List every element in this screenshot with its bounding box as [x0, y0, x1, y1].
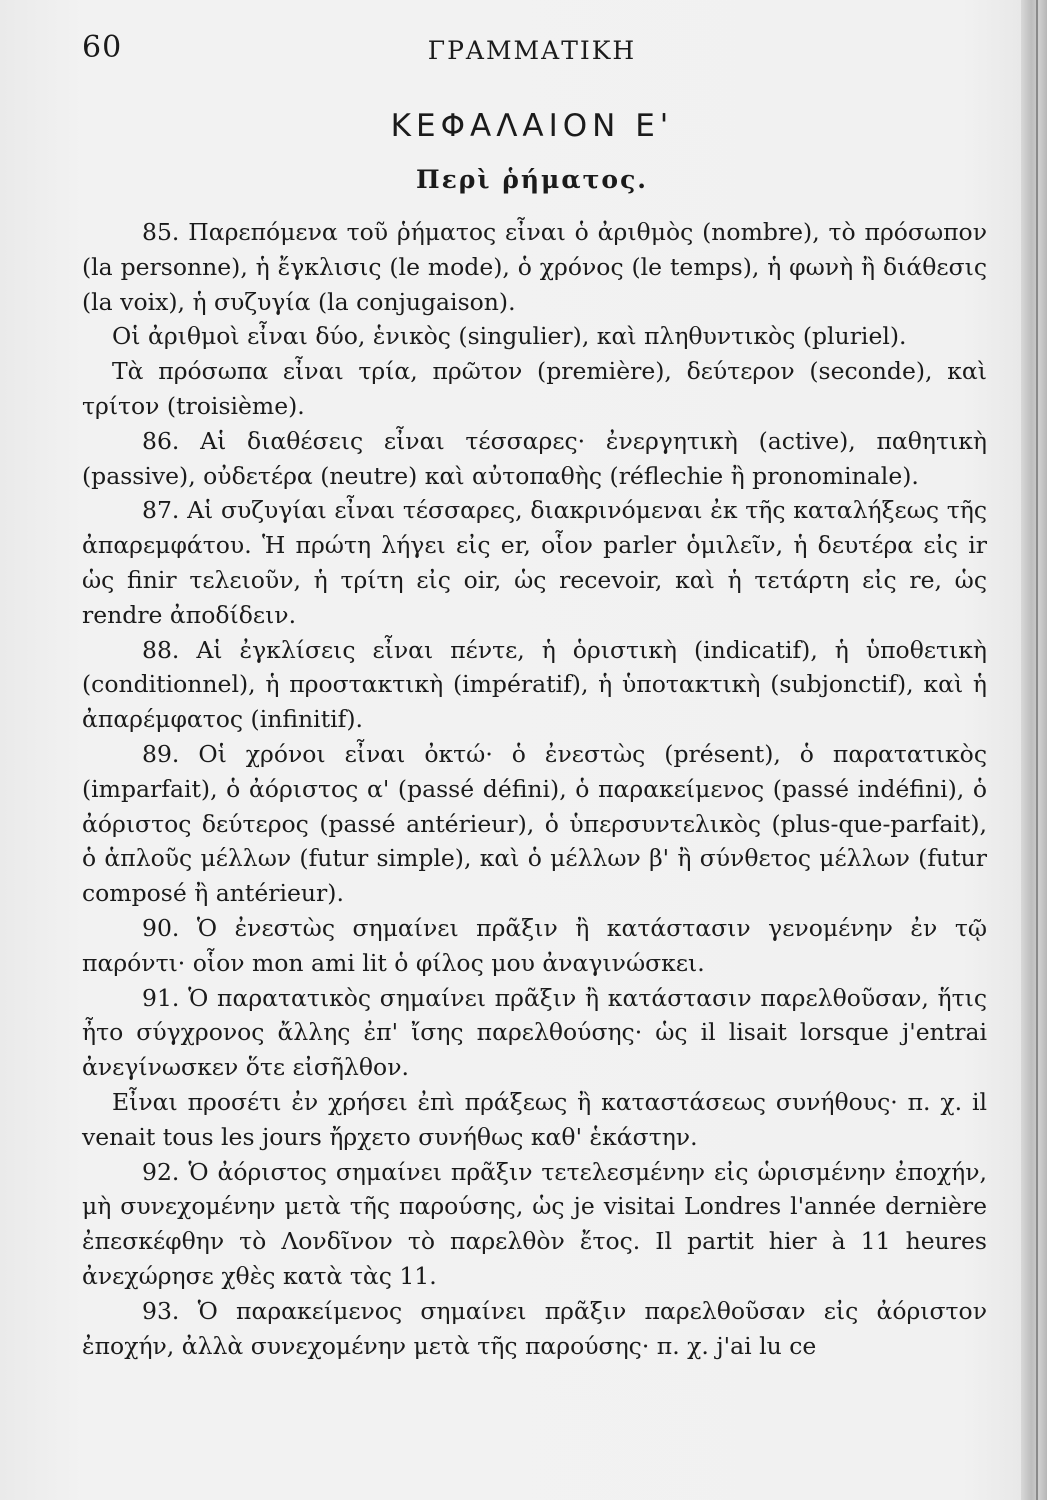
page-number: 60 — [82, 30, 123, 65]
paragraph-90: 90. Ὁ ἐνεστὼς σημαίνει πρᾶξιν ἢ κατάστασιν γενομένην ἐν τῷ παρόντι· οἷον mon ami lit ὁ φίλος μου ἀναγινώσκει. — [82, 913, 987, 977]
paragraph-88: 88. Αἱ ἐγκλίσεις εἶναι πέντε, ἡ ὁριστικὴ (indicatif), ἡ ὑποθετικὴ (conditionnel), ἡ προστακτικὴ (impératif), ἡ ὑποτακτικὴ (subjonctif), καὶ ἡ ἀπαρέμφατος (infinitif). — [82, 635, 987, 734]
page-edge-line — [1036, 0, 1038, 1500]
paragraph-93: 93. Ὁ παρακείμενος σημαίνει πρᾶξιν παρελθοῦσαν εἰς ἀόριστον ἐποχήν, ἀλλὰ συνεχομένην μετὰ τῆς παρούσης· π. χ. j'ai lu ce — [82, 1296, 987, 1360]
paragraph-87: 87. Αἱ συζυγίαι εἶναι τέσσαρες, διακρινόμεναι ἐκ τῆς καταλήξεως τῆς ἀπαρεμφάτου. Ἡ πρώτη λήγει εἰς er, οἷον parler ὁμιλεῖν, ἡ δευτέρα εἰς ir ὡς finir τελειοῦν, ἡ τρίτη εἰς oir, ὡς recevoir, καὶ ἡ τετάρτη εἰς re, ὡς rendre ἀποδίδειν. — [82, 496, 987, 629]
paragraph-92: 92. Ὁ ἀόριστος σημαίνει πρᾶξιν τετελεσμένην εἰς ὡρισμένην ἐποχήν, μὴ συνεχομένην μετὰ τῆς παρούσης, ὡς je visitai Londres l'année dernière ἐπεσκέφθην τὸ Λονδῖνον τὸ παρελθὸν ἔτος. Il partit hier à 11 heures ἀνεχώρησε χθὲς κατὰ τὰς 11. — [82, 1157, 987, 1290]
body-text — [82, 215, 987, 1363]
paragraph-86: 86. Αἱ διαθέσεις εἶναι τέσσαρες· ἐνεργητικὴ (active), παθητικὴ (passive), οὐδετέρα (neutre) καὶ αὐτοπαθὴς (réflechie ἢ pronominale). — [82, 426, 987, 490]
paragraph-91: 91. Ὁ παρατατικὸς σημαίνει πρᾶξιν ἢ κατάστασιν παρελθοῦσαν, ἥτις ἦτο σύγχρονος ἄλλης ἐπ' ἴσης παρελθούσης· ὡς il lisait lorsque j'entrai ἀνεγίνωσκεν ὅτε εἰσῆλθον. — [82, 983, 987, 1082]
paragraph-habitual: Εἶναι προσέτι ἐν χρήσει ἐπὶ πράξεως ἢ καταστάσεως συνήθους· π. χ. il venait tous les jours ἤρχετο συνήθως καθ' ἑκάστην. — [82, 1087, 987, 1151]
paragraph-89: 89. Οἱ χρόνοι εἶναι ὀκτώ· ὁ ἐνεστὼς (présent), ὁ παρατατικὸς (imparfait), ὁ ἀόριστος α' (passé défini), ὁ παρακείμενος (passé indéfini), ὁ ἀόριστος δεύτερος (passé antérieur), ὁ ὑπερσυντελικὸς (plus-que-parfait), ὁ ἁπλοῦς μέλλων (futur simple), καὶ ὁ μέλλων β' ἢ σύνθετος μέλλων (futur composé ἢ antérieur). — [82, 739, 987, 908]
paragraph-persons: Τὰ πρόσωπα εἶναι τρία, πρῶτον (première), δεύτερον (seconde), καὶ τρίτον (troisième). — [82, 357, 987, 420]
section-title: Περὶ ῥήματος. — [416, 165, 648, 194]
paragraph-numbers: Οἱ ἀριθμοὶ εἶναι δύο, ἑνικὸς (singulier), καὶ πληθυντικὸς (pluriel). — [112, 322, 907, 351]
paragraph-85: 85. Παρεπόμενα τοῦ ῥήματος εἶναι ὁ ἀριθμὸς (nombre), τὸ πρόσωπον (la personne), ἡ ἔγκλισις (le mode), ὁ χρόνος (le temps), ἡ φωνὴ ἢ διάθεσις (la voix), ἡ συζυγία (la conjugaison). — [82, 218, 987, 316]
page-edge — [1021, 0, 1047, 1500]
running-title: ΓΡΑΜΜΑΤΙΚΗ — [427, 36, 637, 65]
chapter-title: ΚΕΦΑΛΑΙΟΝ Ε' — [390, 108, 674, 144]
page-header — [82, 30, 982, 70]
